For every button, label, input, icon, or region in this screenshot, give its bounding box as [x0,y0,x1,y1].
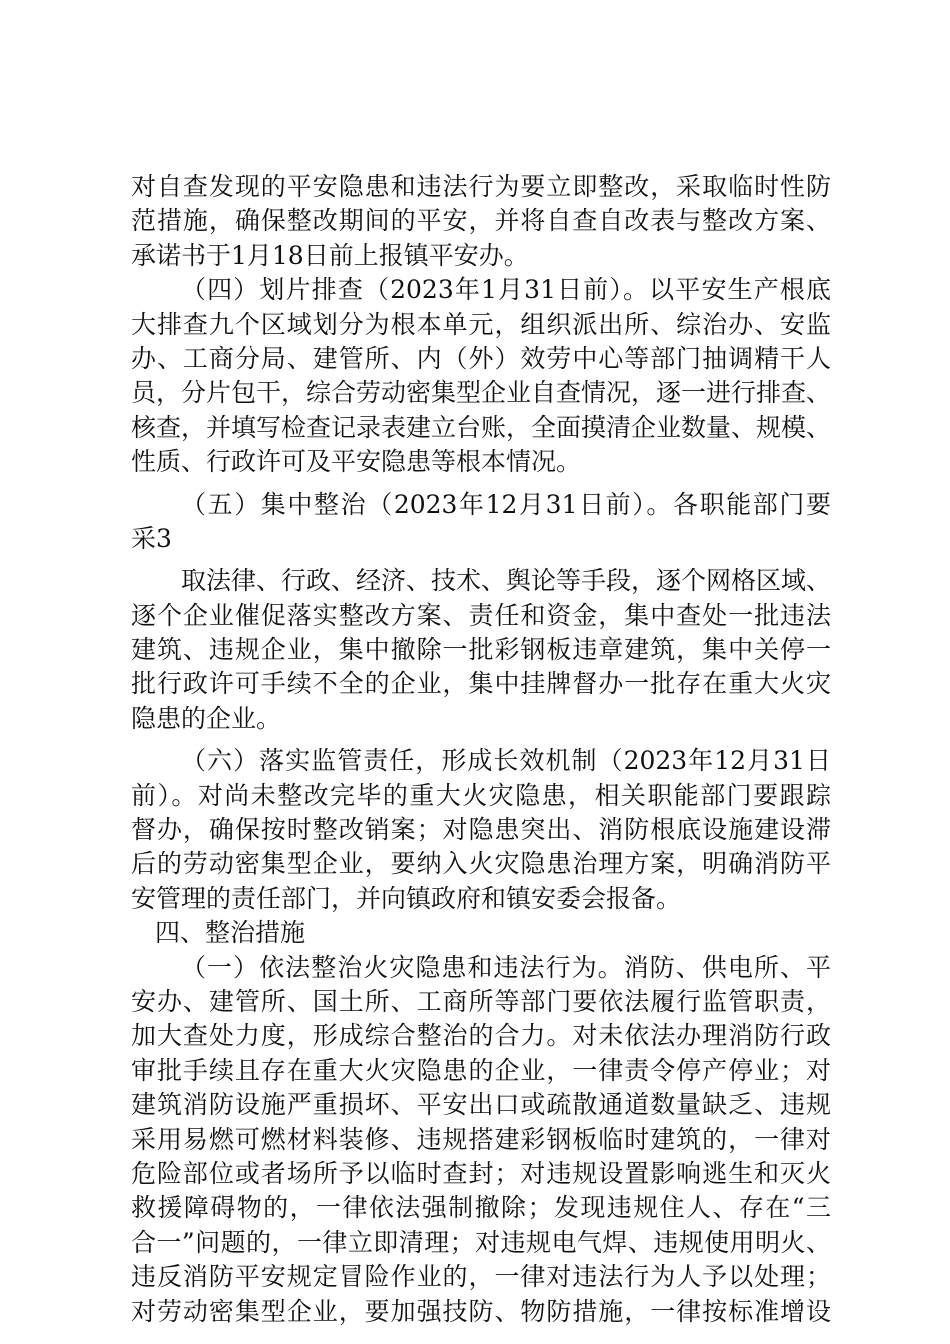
text-line: 核查，并填写检查记录表建立台账，全面摸清企业数量、规模、 [131,412,832,442]
text-line: 后的劳动密集型企业，要纳入火灾隐患治理方案，明确消防平 [131,849,831,879]
text-line: 合一”问题的，一律立即清理；对违规电气焊、违规使用明火、 [131,1227,831,1257]
section-heading: 四、整治措施 [155,918,306,948]
text-line: 对劳动密集型企业，要加强技防、物防措施，一律按标准增设 [131,1296,831,1326]
text-line: 取法律、行政、经济、技术、舆论等手段，逐个网格区域、 [181,566,832,596]
text-line: 建筑消防设施严重损坏、平安出口或疏散通道数量缺乏、违规 [131,1090,831,1120]
text-line: （五）集中整治（2023年12月31日前）。各职能部门要 [181,489,831,519]
text-line: （六）落实监管责任，形成长效机制（2023年12月31日 [181,746,831,776]
text-line: 建筑、违规企业，集中撤除一批彩钢板违章建筑，集中关停一 [131,635,831,665]
body-text [131,170,831,1329]
text-line: 对自查发现的平安隐患和违法行为要立即整改，采取临时性防 [131,172,831,201]
text-line: （四）划片排查（2023年1月31日前）。以平安生产根底 [181,275,831,305]
text-line: 隐患的企业。 [131,703,282,733]
text-line: （一）依法整治火灾隐患和违法行为。消防、供电所、平 [181,952,831,982]
text-line: 范措施，确保整改期间的平安，并将自查自改表与整改方案、 [131,206,831,236]
text-line: 办、工商分局、建管所、内（外）效劳中心等部门抽调精干人 [131,343,831,373]
text-line: 督办，确保按时整改销案；对隐患突出、消防根底设施建设滞 [131,815,831,845]
text-line: 审批手续且存在重大火灾隐患的企业，一律责令停产停业；对 [131,1055,831,1085]
text-line: 危险部位或者场所予以临时查封；对违规设置影响逃生和灭火 [131,1158,831,1188]
text-line: 违反消防平安规定冒险作业的，一律对违法行为人予以处理； [131,1262,831,1292]
text-line: 承诺书于1月18日前上报镇平安办。 [131,240,529,270]
text-line: 救援障碍物的，一律依法强制撤除；发现违规住人、存在“三 [131,1193,831,1223]
text-line: 批行政许可手续不全的企业，集中挂牌督办一批存在重大火灾 [131,669,831,699]
text-line: 采3 [131,523,172,553]
text-line: 安管理的责任部门，并向镇政府和镇安委会报备。 [131,883,682,913]
text-line: 采用易燃可燃材料装修、违规搭建彩钢板临时建筑的，一律对 [131,1124,831,1154]
text-line: 加大查处力度，形成综合整治的合力。对未依法办理消防行政 [131,1021,831,1051]
text-line: 逐个企业催促落实整改方案、责任和资金，集中查处一批违法 [131,600,831,630]
text-line: 性质、行政许可及平安隐患等根本情况。 [131,447,582,477]
text-line: 大排查九个区域划分为根本单元，组织派出所、综治办、安监 [131,309,831,339]
text-line: 安办、建管所、国土所、工商所等部门要依法履行监管职责， [131,986,831,1016]
text-line: 员，分片包干，综合劳动密集型企业自查情况，逐一进行排查、 [131,378,832,408]
text-line: 前）。对尚未整改完毕的重大火灾隐患，相关职能部门要跟踪 [131,780,831,810]
